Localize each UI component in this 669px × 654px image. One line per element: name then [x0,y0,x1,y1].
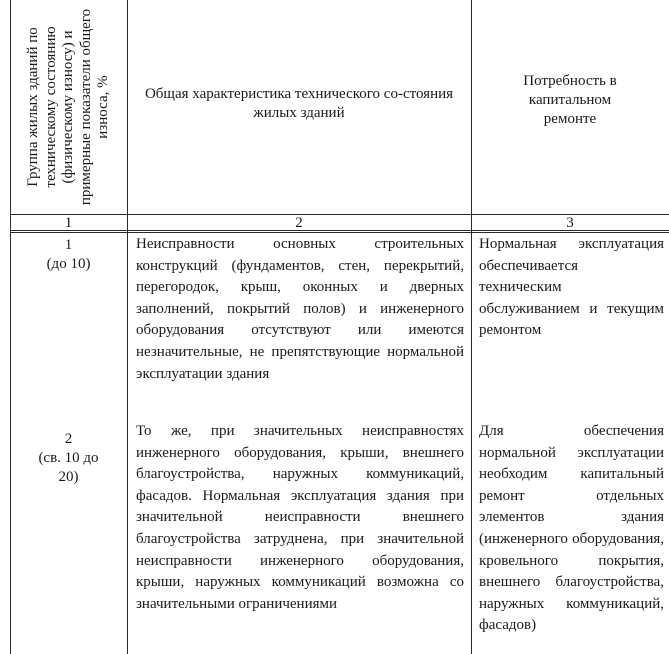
column-number-3: 3 [566,215,574,231]
column-divider-2 [471,0,472,654]
header-need-label: Потребность в капитальном ремонте [523,72,617,127]
header-need-cell [505,68,635,132]
header-characteristic-label: Общая характеристика технического со-стояния жилых зданий [144,86,454,121]
group-range: (св. 10 до 20) [38,450,99,485]
header-group-cell [10,0,127,214]
header-characteristic-cell [140,80,458,128]
column-number-1: 1 [64,215,73,231]
column-divider-1 [127,0,128,654]
table-row-1-need: Нормальная эксплуатация обеспечивается техническим обслуживанием и текущим ремонтом [479,236,664,339]
table-row-2-characteristic: То же, при значительных неисправностях инженерного оборудования, крыши, внешнего благоустройства, наружных коммуникаций, фасадов. Нормальная эксплуатация здания при значительной неисправности внешнего благоустройства затруднена, при значительной неисправности инженерного оборудования, крыши, наружных коммуникаций возможна со значительными ограничениями [136,423,464,612]
column-number-2: 2 [295,215,303,231]
table-row-2-need: Для обеспечения нормальной эксплуатации необходим капитальный ремонт отдельных элементов здания (инженерного оборудования, кровельного покрытия, внешнего благоустройства, наружных коммуникаций, фасадов) [479,423,664,634]
group-number: 1 [64,237,73,253]
group-number: 2 [64,431,73,447]
table-row-1-group [10,236,127,274]
table-row-2-group [10,430,127,487]
table-row-1-characteristic: Неисправности основных строительных конструкций (фундаментов, стен, перекрытий, перегородок, крыш, оконных и дверных заполнений, покрытий полов) и инженерного оборудования отсутствуют или имеются незначительные, не препятствующие нормальной эксплуатации здания [136,236,464,382]
group-range: (до 10) [46,256,91,272]
header-group-label: Группа жилых зданий по техническому состоянию (физическому износу) и примерные показатели общего износа, % [24,8,111,206]
